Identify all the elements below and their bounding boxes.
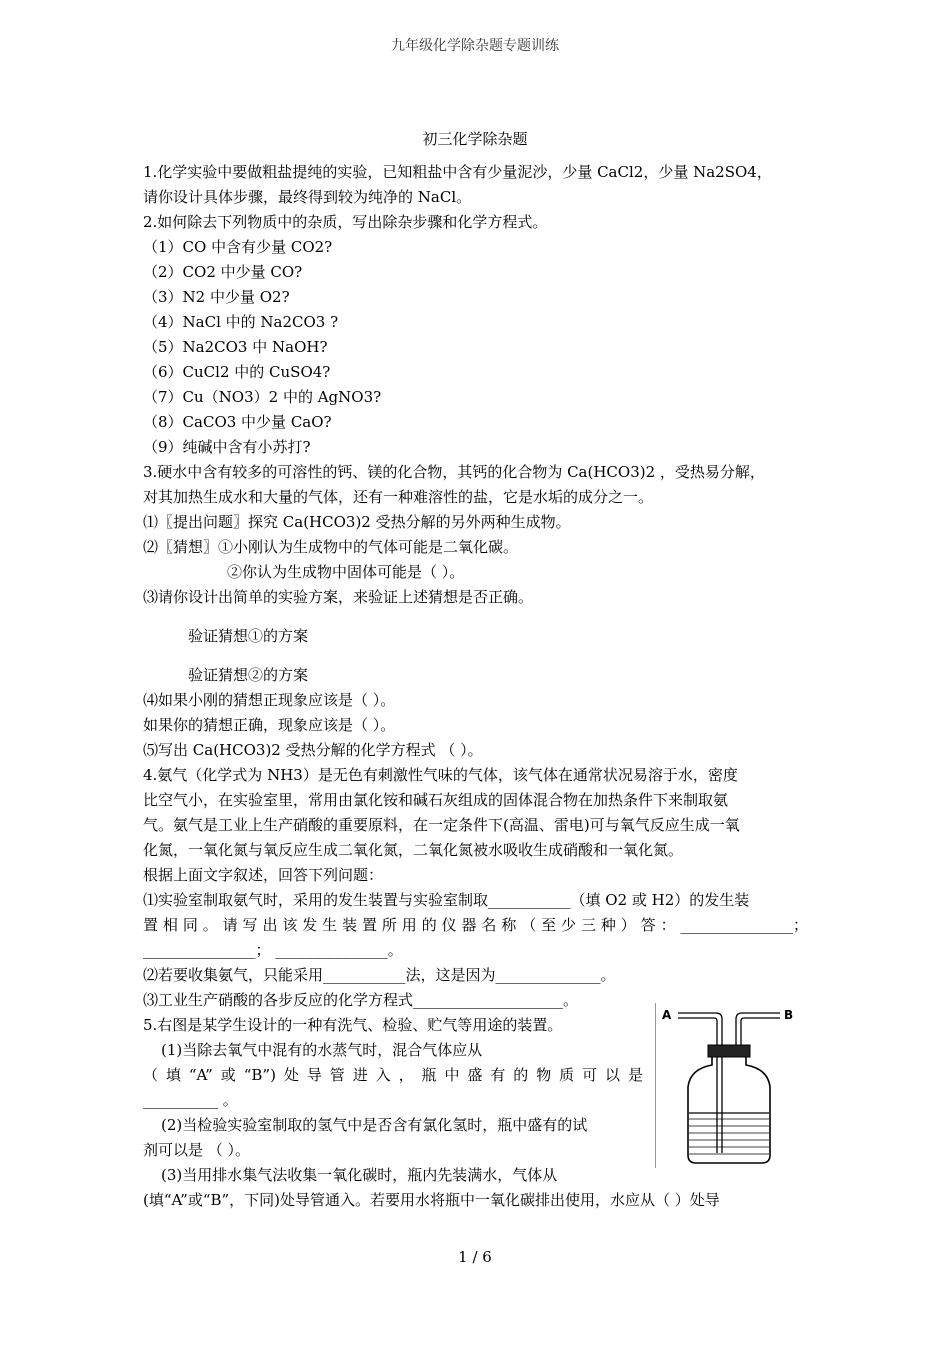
q4-line: 化氮，一氧化氮与氧反应生成二氧化氮，二氧化氮被水吸收生成硝酸和一氧化氮。	[143, 841, 684, 859]
q1-line: 请你设计具体步骤，最终得到较为纯净的 NaCl。	[143, 188, 472, 206]
q2-item: （7）Cu（NO3）2 中的 AgNO3?	[143, 388, 382, 406]
page-header: 九年级化学除杂题专题训练	[391, 38, 559, 54]
gas-washing-bottle-diagram	[656, 1003, 803, 1168]
q5-sub-1: （填“A”或“B”)处导管进入，瓶中盛有的物质可以是	[143, 1066, 643, 1084]
q3-line: 3.硬水中含有较多的可溶性的钙、镁的化合物，其钙的化合物为 Ca(HCO3)2 ，受热易分解，	[143, 463, 765, 481]
q5-sub-3: (3)当用排水集气法收集一氧化碳时，瓶内先装满水，气体从	[161, 1166, 558, 1184]
q4-prompt: 根据上面文字叙述，回答下列问题：	[143, 866, 384, 884]
q5-sub-2: 剂可以是 （ ）。	[143, 1141, 251, 1159]
q4-answer-1: 置相同。请写出该发生装置所用的仪器名称（至少三种）答：_______________；	[143, 916, 808, 934]
q2-item: （9）纯碱中含有小苏打?	[143, 438, 311, 456]
q3-line: 对其加热生成水和大量的气体，还有一种难溶性的盐，它是水垢的成分之一。	[143, 488, 654, 506]
q4-line: 4.氨气（化学式为 NH3）是无色有刺激性气味的气体，该气体在通常状况易溶于水，密度	[143, 766, 738, 784]
page-title: 初三化学除杂题	[422, 130, 528, 148]
q4-answer-2: ⑵若要收集氨气，只能采用___________法，这是因为______________。	[143, 966, 616, 984]
q3-part-4: ⑷如果小刚的猜想正现象应该是（ ）。	[143, 691, 396, 709]
q2-item: （5）Na2CO3 中 NaOH?	[143, 338, 328, 356]
gas-washing-bottle-figure	[655, 1003, 803, 1168]
q3-part-4: 如果你的猜想正确，现象应该是（ ）。	[143, 716, 396, 734]
q2-item: （1）CO 中含有少量 CO2?	[143, 238, 333, 256]
q2-item: （6）CuCl2 中的 CuSO4?	[143, 363, 331, 381]
q3-part-2: ⑵〖猜想〗①小刚认为生成物中的气体可能是二氧化碳。	[143, 538, 519, 556]
q2-item: （4）NaCl 中的 Na2CO3 ?	[143, 313, 339, 331]
q5-sub-3: (填“A”或“B”，下同)处导管通入。若要用水将瓶中一氧化碳排出使用，水应从（ ）处导	[143, 1191, 720, 1209]
q4-answer-1: ⑴实验室制取氨气时，采用的发生装置与实验室制取___________（填 O2 或 H2）的发生装	[143, 891, 750, 909]
label-b: B	[784, 1008, 794, 1022]
q3-verify-1: 验证猜想①的方案	[188, 627, 309, 645]
q5-sub-1: __________ 。	[143, 1091, 238, 1109]
label-a: A	[662, 1008, 672, 1022]
q3-part-1: ⑴〖提出问题〗探究 Ca(HCO3)2 受热分解的另外两种生成物。	[143, 513, 571, 531]
q2-item: （3）N2 中少量 O2?	[143, 288, 290, 306]
q3-verify-2: 验证猜想②的方案	[188, 666, 309, 684]
q3-part-3: ⑶请你设计出简单的实验方案，来验证上述猜想是否正确。	[143, 588, 534, 606]
q2-item: （2）CO2 中少量 CO?	[143, 263, 303, 281]
q5-sub-2: (2)当检验实验室制取的氢气中是否含有氯化氢时，瓶中盛有的试	[161, 1116, 588, 1134]
q3-part-2-guess: ②你认为生成物中固体可能是（ ）。	[227, 563, 465, 581]
q4-answer-3: ⑶工业生产硝酸的各步反应的化学方程式____________________。	[143, 991, 579, 1009]
q5-sub-1: (1)当除去氧气中混有的水蒸气时，混合气体应从	[161, 1041, 483, 1059]
q1-line: 1.化学实验中要做粗盐提纯的实验，已知粗盐中含有少量泥沙，少量 CaCl2，少量 Na2SO4，	[143, 163, 772, 181]
q2-item: （8）CaCO3 中少量 CaO?	[143, 413, 332, 431]
q4-line: 比空气小，在实验室里，常用由氯化铵和碱石灰组成的固体混合物在加热条件下来制取氨	[143, 791, 729, 809]
q3-part-5: ⑸写出 Ca(HCO3)2 受热分解的化学方程式 （ ）。	[143, 741, 483, 759]
q2-stem: 2.如何除去下列物质中的杂质，写出除杂步骤和化学方程式。	[143, 213, 548, 231]
q5-stem: 5.右图是某学生设计的一种有洗气、检验、贮气等用途的装置。	[143, 1016, 563, 1034]
q4-line: 气。氨气是工业上生产硝酸的重要原料，在一定条件下(高温、雷电)可与氧气反应生成一氧	[143, 816, 740, 834]
page-number: 1 / 6	[458, 1248, 492, 1266]
q4-answer-1: _______________； _______________。	[143, 941, 403, 959]
